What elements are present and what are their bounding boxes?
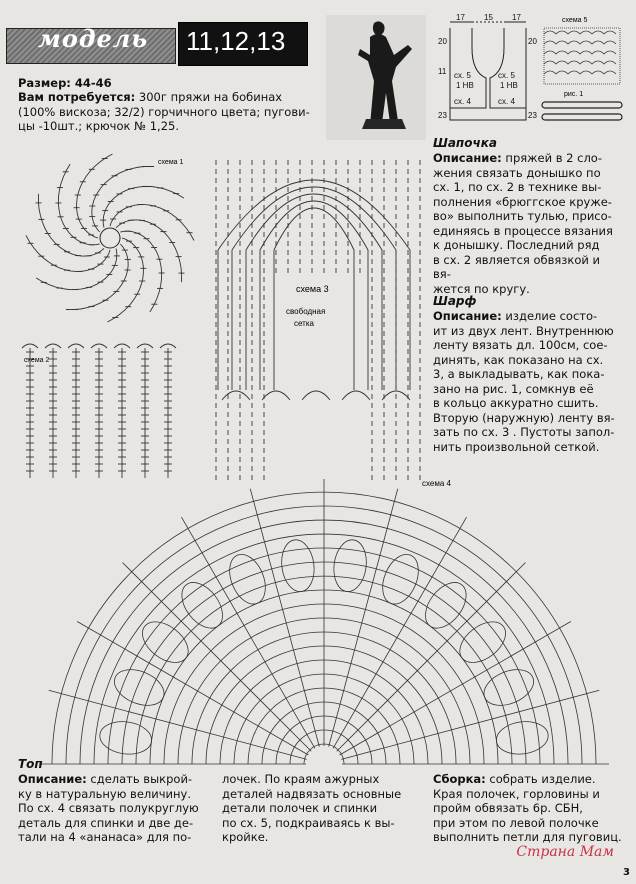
- top-text-4: тали на 4 «ананаса» для по-: [18, 830, 192, 844]
- assembly-text-2: пройм обвязать 6р. СБН,: [433, 801, 583, 815]
- top-section: [18, 757, 218, 845]
- scheme-3-diagram: [196, 140, 432, 486]
- materials-line-1: [18, 90, 430, 105]
- assembly-label: Сборка:: [433, 772, 486, 786]
- assembly-text-0: собрать изделие.: [485, 772, 596, 786]
- nv-label-b: 1 НВ: [500, 81, 518, 90]
- materials-text-2: (100% вискоза; 32/2) горчичного цвета; пугови-: [18, 104, 310, 119]
- scarf-text-8: зать по сх. 3 . Пустоты запол-: [433, 425, 615, 439]
- scheme-5-outline: [438, 14, 538, 126]
- scarf-text-9: нить произвольной сеткой.: [433, 439, 600, 454]
- hat-section: [433, 136, 619, 296]
- scheme-3-sub-1: свободная: [286, 307, 326, 316]
- hat-desc-label: Описание:: [433, 151, 502, 165]
- dim-15: 15: [484, 14, 493, 22]
- assembly-text-4: выполнить петли для пуговиц.: [433, 830, 622, 844]
- s4-label-b: сх. 4: [498, 97, 515, 106]
- s5-label-a: сх. 5: [454, 71, 471, 80]
- scheme-4-label: схема 4: [422, 479, 451, 488]
- scarf-text-3: динять, как показано на сх.: [433, 352, 604, 367]
- dim-17-right: 17: [512, 14, 521, 22]
- scarf-line-0: [433, 309, 619, 324]
- size-line: Размер: 44-46: [18, 76, 112, 90]
- scheme-1-diagram: [18, 134, 198, 334]
- materials-block: [18, 76, 430, 134]
- scarf-text-0: изделие состо-: [501, 309, 598, 323]
- scarf-text-5: зано на рис. 1, сомкнув её: [433, 381, 594, 396]
- top-text-0: сделать выкрой-: [86, 772, 193, 786]
- scarf-title: Шарф: [433, 294, 477, 308]
- figure-1-label: рис. 1: [564, 91, 584, 98]
- assembly-text-1: Края полочек, горловины и: [433, 786, 600, 801]
- dim-23-right: 23: [528, 111, 537, 120]
- nv-label-a: 1 НВ: [456, 81, 474, 90]
- dim-23-left: 23: [438, 111, 447, 120]
- top-cont-3: по сх. 5, подкраиваясь к вы-: [222, 815, 395, 830]
- materials-text-3: цы -10шт.; крючок № 1,25.: [18, 119, 179, 133]
- scheme-2-diagram: [18, 338, 198, 484]
- dim-17-left: 17: [456, 14, 465, 22]
- scarf-text-4: 3, а выкладывать, как пока-: [433, 367, 605, 381]
- top-title: Топ: [18, 757, 43, 771]
- hat-text-4: во» выполнить тулью, присо-: [433, 209, 612, 223]
- top-text-2: По сх. 4 связать полукруглую: [18, 801, 199, 815]
- hat-text-6: к донышку. Последний ряд: [433, 238, 600, 252]
- hat-title: Шапочка: [433, 136, 497, 150]
- hat-text-5: единяясь в процессе вязания: [433, 223, 613, 238]
- model-banner: [6, 22, 306, 64]
- top-cont-0: лочек. По краям ажурных: [222, 772, 380, 786]
- top-text-3: деталь для спинки и две де-: [18, 815, 194, 830]
- top-cont-1: деталей надвязать основные: [222, 786, 402, 801]
- hat-text-1: жения связать донышко по: [433, 165, 601, 180]
- hat-text-2: сх. 1, по сх. 2 в технике вы-: [433, 180, 602, 194]
- dim-20-right: 20: [528, 37, 537, 46]
- assembly-line-0: [433, 772, 625, 787]
- scarf-text-2: ленту вязать дл. 100см, сое-: [433, 338, 608, 352]
- dim-11: 11: [438, 67, 447, 76]
- scarf-text-7: Вторую (наружную) ленту вя-: [433, 410, 615, 425]
- scarf-text-6: в кольцо аккуратно сшить.: [433, 396, 599, 410]
- scheme-3-sub-2: сетка: [294, 319, 314, 328]
- dim-20-left: 20: [438, 37, 447, 46]
- scheme-5-mesh: [540, 14, 626, 126]
- hat-text-8: жется по кругу.: [433, 281, 530, 296]
- scarf-text-1: ит из двух лент. Внутреннюю: [433, 323, 614, 338]
- hat-line-0: [433, 151, 619, 166]
- s4-label-a: сх. 4: [454, 97, 471, 106]
- top-desc-label: Описание:: [18, 772, 87, 786]
- model-word: модель: [38, 24, 149, 53]
- assembly-section: [433, 772, 625, 845]
- scheme-3-label: схема 3: [296, 284, 329, 294]
- s5-label-b: сх. 5: [498, 71, 515, 80]
- scheme-5-label: схема 5: [562, 17, 588, 24]
- page-number: 3: [623, 867, 630, 878]
- top-text-1: ку в натуральную величину.: [18, 786, 191, 801]
- site-watermark: Страна Мам: [516, 844, 614, 860]
- assembly-text-3: при этом по левой полочке: [433, 815, 599, 830]
- materials-label: Вам потребуется:: [18, 90, 136, 104]
- top-cont-2: детали полочек и спинки: [222, 801, 378, 815]
- hat-text-0: пряжей в 2 сло-: [501, 151, 602, 165]
- materials-text-1: 300г пряжи на бобинах: [135, 90, 283, 104]
- scheme-4-diagram: [12, 478, 636, 768]
- model-numbers: 11,12,13: [186, 26, 286, 56]
- top-cont-4: кройке.: [222, 830, 269, 844]
- hat-text-7: в сх. 2 является обвязкой и вя-: [433, 252, 601, 281]
- scheme-2-label: схема 2: [24, 357, 50, 364]
- scarf-section: [433, 294, 619, 454]
- top-line-0: [18, 772, 218, 787]
- scarf-desc-label: Описание:: [433, 309, 502, 323]
- hat-text-3: полнения «брюггское круже-: [433, 194, 612, 209]
- top-section-continued: [222, 772, 422, 845]
- scheme-1-label: схема 1: [158, 159, 184, 166]
